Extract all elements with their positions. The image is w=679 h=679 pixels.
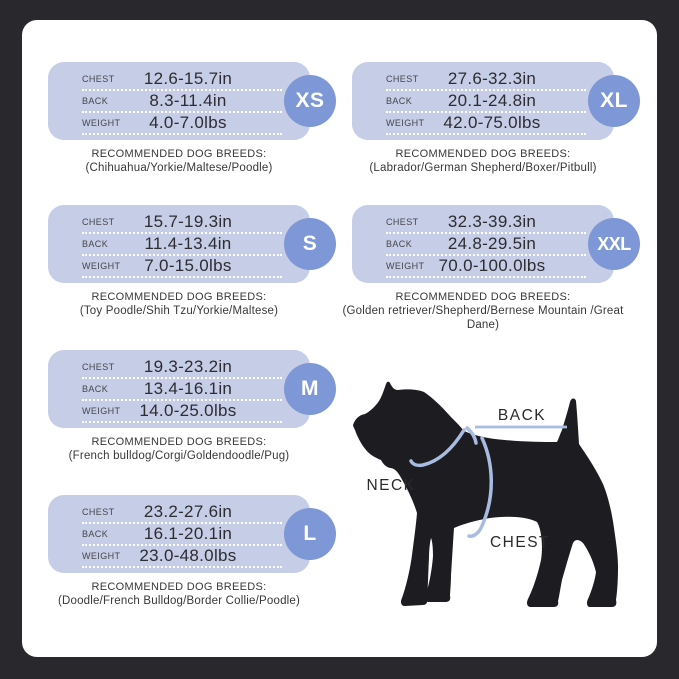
size-badge-xl: XL (588, 75, 640, 127)
weight-row (82, 546, 282, 568)
chest-value: 32.3-39.3in (447, 212, 537, 231)
weight-value: 14.0-25.0lbs (139, 401, 237, 420)
size-badge-xs: XS (284, 75, 336, 127)
size-card-xxl (352, 205, 631, 283)
breeds-title: RECOMMENDED DOG BREEDS: (91, 148, 267, 160)
back-row (386, 91, 586, 113)
breeds-block-l (23, 580, 335, 608)
back-row (82, 524, 282, 546)
weight-label: WEIGHT (386, 261, 425, 271)
chest-diagram-label: CHEST (489, 534, 551, 551)
breeds-list: (Chihuahua/Yorkie/Maltese/Poodle) (85, 162, 273, 174)
weight-label: WEIGHT (82, 118, 121, 128)
back-row (82, 91, 282, 113)
chest-row (82, 357, 282, 379)
breeds-block-m (23, 435, 335, 463)
weight-label: WEIGHT (386, 118, 425, 128)
weight-label: WEIGHT (82, 551, 121, 561)
neck-diagram-label: NECK (366, 477, 416, 494)
back-label: BACK (82, 96, 109, 106)
chest-label: CHEST (82, 217, 115, 227)
dog-silhouette-illustration (345, 370, 645, 650)
breeds-list: (French bulldog/Corgi/Goldendoodle/Pug) (68, 450, 290, 462)
size-card-s (48, 205, 318, 283)
weight-row (82, 256, 282, 278)
back-label: BACK (82, 529, 109, 539)
chest-row (386, 212, 586, 234)
back-label: BACK (386, 239, 413, 249)
size-card-m (48, 350, 319, 428)
dog-measurement-diagram (345, 370, 645, 650)
weight-value: 70.0-100.0lbs (438, 256, 546, 275)
back-value: 11.4-13.4in (144, 234, 232, 253)
breeds-title: RECOMMENDED DOG BREEDS: (91, 291, 267, 303)
back-value: 24.8-29.5in (447, 234, 537, 253)
breeds-block-xxl (327, 290, 639, 332)
back-label: BACK (386, 96, 413, 106)
breeds-list: (Golden retriever/Shepherd/Bernese Mountain /Great Dane) (342, 305, 624, 331)
breeds-title: RECOMMENDED DOG BREEDS: (91, 436, 267, 448)
chest-row (82, 212, 282, 234)
back-diagram-label: BACK (497, 407, 547, 424)
breeds-block-xl (327, 147, 639, 175)
back-value: 16.1-20.1in (143, 524, 233, 543)
back-row (82, 234, 282, 256)
breeds-block-xs (23, 147, 335, 175)
weight-label: WEIGHT (82, 261, 121, 271)
weight-row (386, 256, 586, 278)
chest-value: 23.2-27.6in (143, 502, 233, 521)
breeds-title: RECOMMENDED DOG BREEDS: (91, 581, 267, 593)
weight-row (82, 113, 282, 135)
chest-label: CHEST (82, 74, 115, 84)
back-row (82, 379, 282, 401)
weight-value: 23.0-48.0lbs (139, 546, 237, 565)
back-value: 20.1-24.8in (447, 91, 537, 110)
back-value: 8.3-11.4in (149, 91, 227, 110)
chest-value: 12.6-15.7in (143, 69, 233, 88)
size-card-xl (352, 62, 628, 140)
size-badge-m: M (284, 363, 336, 415)
back-label: BACK (82, 239, 109, 249)
breeds-list: (Toy Poodle/Shih Tzu/Yorkie/Maltese) (79, 305, 279, 317)
size-badge-s: S (284, 218, 336, 270)
breeds-list: (Doodle/French Bulldog/Border Collie/Poodle) (57, 595, 301, 607)
weight-value: 7.0-15.0lbs (144, 256, 232, 275)
chest-row (82, 502, 282, 524)
size-badge-xxl: XXL (588, 218, 640, 270)
back-label: BACK (82, 384, 109, 394)
weight-row (82, 401, 282, 423)
chest-label: CHEST (386, 74, 419, 84)
breeds-block-s (23, 290, 335, 318)
breeds-title: RECOMMENDED DOG BREEDS: (395, 148, 571, 160)
chest-row (82, 69, 282, 91)
chest-label: CHEST (82, 507, 115, 517)
chest-value: 15.7-19.3in (143, 212, 233, 231)
weight-value: 4.0-7.0lbs (149, 113, 227, 132)
breeds-list: (Labrador/German Shepherd/Boxer/Pitbull) (369, 162, 597, 174)
weight-value: 42.0-75.0lbs (443, 113, 541, 132)
back-row (386, 234, 586, 256)
chest-row (386, 69, 586, 91)
size-card-xs (48, 62, 325, 140)
weight-label: WEIGHT (82, 406, 121, 416)
chest-value: 27.6-32.3in (447, 69, 537, 88)
size-badge-l: L (284, 508, 336, 560)
weight-row (386, 113, 586, 135)
back-value: 13.4-16.1in (143, 379, 233, 398)
chest-value: 19.3-23.2in (143, 357, 233, 376)
sizing-chart-panel (22, 20, 657, 657)
chest-label: CHEST (386, 217, 419, 227)
size-card-l (48, 495, 317, 573)
breeds-title: RECOMMENDED DOG BREEDS: (395, 291, 571, 303)
dog-silhouette (353, 382, 618, 607)
chest-label: CHEST (82, 362, 115, 372)
